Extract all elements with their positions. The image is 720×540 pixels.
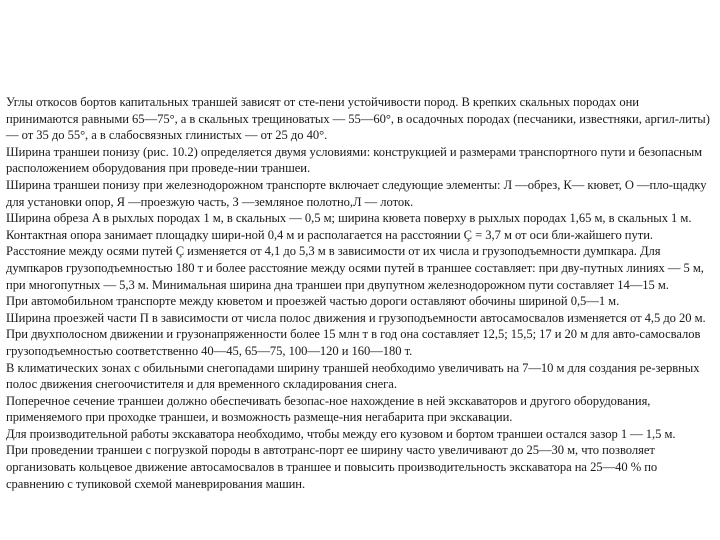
paragraph-cross-section: Поперечное сечение траншеи должно обеспечивать безопас-ное нахождение в ней экскаваторов и другого оборудования, применяемого при проходке траншеи, и возможность размеще-ния негабарита при экскавации. (6, 393, 651, 425)
paragraph-carriageway-width: Ширина проезжей части П в зависимости от числа полос движения и грузоподъемности автосамосвалов изменяется от 4,5 до 20 м. При двухполосном движении и грузонапряженности более 15 млн т в год она составляет 12,5; 15,5; 17 и 20 м для авто-самосвалов грузоподъемностью соответственно 40—45, 65—75, 100—120 и 160—180 т. (6, 310, 706, 358)
document-body (6, 94, 714, 492)
paragraph-road-shoulders: При автомобильном транспорте между кюветом и проезжей частью дороги оставляют обочины шириной 0,5—1 м. (6, 294, 620, 309)
paragraph-snow-zones: В климатических зонах с обильными снегопадами ширину траншей необходимо увеличивать на 7—10 м для создания ре-зервных полос движения снегоочистителя и для временного складирования снега. (6, 360, 700, 392)
paragraph-excavator-gap: Для производительной работы экскаватора необходимо, чтобы между его кузовом и бортом траншеи остался зазор 1 — 1,5 м. (6, 426, 676, 441)
paragraph-edge-width: Ширина обреза A в рыхлых породах 1 м, в скальных — 0,5 м; ширина кювета поверху в рыхлых породах 1,65 м, в скальных 1 м. Контактная опора занимает площадку шири-ной 0,4 м и располагается на расстоянии Ç = 3,7 м от оси бли-жайшего пути. Расстояние между осями путей Ç изменяется от 4,1 до 5,3 м в зависимости от их числа и грузоподъемности думпкара. Для думпкаров грузоподъемностью 180 т и более расстояние между осями путей в траншее составляет: при дву-путных линиях — 5 м, при многопутных — 5,3 м. Минимальная ширина дна траншеи при двупутном железнодорожном пути составляет 14—15 м. (6, 211, 704, 292)
paragraph-railway-elements: Ширина траншеи понизу при железнодорожном транспорте включает следующие элементы: Л —обрез, К— кювет, О —пло-щадку для установки опор, Я —проезжую часть, З —земляное полотно,Л — лоток. (6, 177, 707, 209)
paragraph-slope-angles: Углы откосов бортов капитальных траншей зависят от сте-пени устойчивости пород. В крепких скальных породах они принимаются равными 65—75°, а в скальных трещиноватых — 55—60°, в осадочных породах (песчаники, известняки, аргил-литы) — от 35 до 55°, а в слабосвязных глинистых — от 25 до 40°. (6, 95, 710, 143)
paragraph-ring-traffic: При проведении траншеи с погрузкой породы в автотранс-порт ее ширину часто увеличивают до 25—30 м, что позволяет организовать кольцевое движение автосамосвалов в траншее и повысить производительность экскаватора на 25—40 % по сравнению с тупиковой схемой маневрирования машин. (6, 443, 658, 491)
paragraph-trench-width-conditions: Ширина траншеи понизу (рис. 10.2) определяется двумя условиями: конструкцией и размерами транспортного пути и безопасным расположением оборудования при проведе-нии траншеи. (6, 144, 703, 176)
